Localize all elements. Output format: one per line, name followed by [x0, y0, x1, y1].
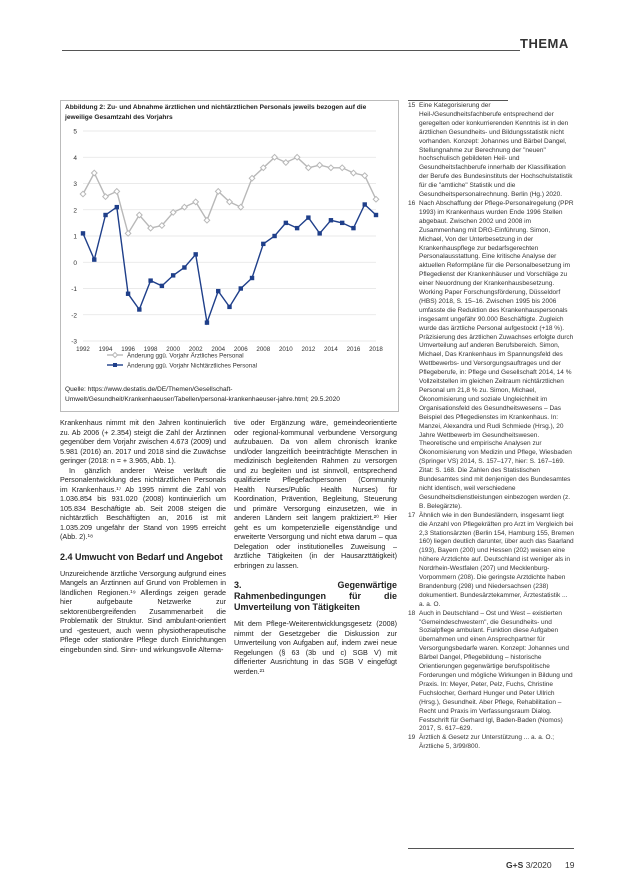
x-tick-label: 2008 — [256, 346, 271, 353]
data-point — [373, 196, 379, 202]
footnotes — [408, 100, 574, 752]
data-point — [339, 165, 345, 171]
x-tick-label: 2010 — [278, 346, 293, 353]
data-point — [148, 278, 152, 282]
paragraph: Mit dem Pflege-Weiterentwicklungsgesetz (2008) nimmt der Gesetzgeber die Diskussion zur Umverteilung von Aufgaben auf, indem zwei neue Regelungen (§ 63 (3b und c) SGB V) mit differierter Ausrichtung in das SGB V eingefügt werden.²¹ — [234, 619, 397, 676]
data-point — [103, 194, 109, 200]
footnote-text: Eine Kategorisierung der Heil-/Gesundheitsfachberufe entsprechend der geregelten oder konkurrierenden Kenntnis ist in den ärztlichen Gesundheits- und Bildungsstatistik nicht vorhanden. Konzept: Johannes und Bärbel Dangel, Stellungnahme zur Berechnung der "neuen" hochschulisch gebildeten Heil- und Gesundheitsfachberufe innerhalb der Klassifikation der Berufe des Bundesinstituts der Hochschulstatistik für die "amtliche" Statistik und die Gesundheitspersonalrechnung. Berlin (Hg.) 2020. — [419, 102, 573, 199]
line-chart — [61, 123, 398, 383]
footnote — [408, 102, 574, 200]
data-point — [182, 265, 186, 269]
x-tick-label: 2018 — [369, 346, 383, 353]
footnote-text: Ähnlich wie in den Bundesländern, insgesamt liegt die Anzahl von Pflegekräften pro Arzt im Vergleich bei 2,3 Stationsärzten (Berlin 154, Hamburg 155, Bremen 160) liegen deutlich darunter, über auch das Saarland (193), Bayern (200) und Hessen (202) weisen eine höhere Arztdichte auf. Deutschland ist weniger als in Nordrhein-Westfalen (207) und Mecklenburg-Vorpommern (208). Die geringste Arztdichte haben Brandenburg (298) und Niedersachsen (238) dokumentiert. Bundesärztekammer, Ärztestatistik ... a. a. O. — [419, 511, 575, 608]
data-point — [328, 165, 334, 171]
data-point — [160, 284, 164, 288]
footnote-number: 18 — [408, 609, 416, 617]
data-point — [239, 286, 243, 290]
data-point — [317, 231, 321, 235]
y-tick-label: -1 — [71, 286, 77, 293]
footnote-rule — [408, 100, 508, 101]
data-point — [374, 213, 378, 217]
y-tick-label: 0 — [73, 259, 77, 267]
x-tick-label: 2000 — [166, 346, 181, 353]
data-point — [137, 307, 141, 311]
data-point — [193, 252, 197, 256]
page-number: 19 — [565, 860, 575, 870]
footer-rule — [408, 848, 574, 849]
footnote — [408, 734, 574, 752]
x-tick-label: 2016 — [346, 346, 361, 353]
x-tick-label: 1998 — [143, 346, 158, 353]
section-title: THEMA — [520, 36, 569, 51]
y-tick-label: -3 — [71, 338, 77, 346]
paragraph: Krankenhaus nimmt mit den Jahren kontinuierlich zu. Ab 2006 (+ 2.354) steigt die Zahl der Ärztinnen gegenüber dem Vorjahr zwischen 4.673 (2009) und 5.981 (2016) an. 2017 und 2018 sind die Zuwächse geringer (2018: n = + 3.965, Abb. 1). — [60, 418, 226, 465]
footnote-text: Auch in Deutschland – Ost und West – existierten "Gemeindeschwestern", die Gesundheits- und Sozialpflege ambulant. Funktion diese Aufgaben übernahmen und einen Ansprechpartner für Versorgungsbedarfe waren. Konzept: Johannes und Bärbel Dangel, Pflegebildung – historische Orientierungen gegenwärtige berufspolitische Forderungen und mögliche Wirkungen in Bildung und Praxis. In: Meyer, Peter, Pelz, Fuchs, Christine Fuchslocher, Gerhard Hunger und Peter Ullrich (Hrsg.), Gesundheit. Aber Pflege, Rehabilitation – Recht und Praxis im Verfassungsraum Dialog. Festschrift für Gerhard Igl, Baden-Baden (Nomos) 2017, S. 617–629. — [419, 609, 573, 733]
legend-label: Änderung ggü. Vorjahr Ärztliches Personal — [127, 352, 244, 360]
data-point — [351, 226, 355, 230]
legend-marker — [113, 353, 118, 358]
data-point — [351, 170, 357, 176]
data-point — [80, 191, 86, 197]
footnote-text: Nach Abschaffung der Pflege-Personalregelung (PPR 1993) im Krankenhaus wurden Ende 1996 Stellen abgebaut. Zwischen 2002 und 2008 im Zusammenhang mit DRG-Einführung. Simon, Michael, Von der Unterbesetzung in der Krankenhauspflege zur bedarfsgerechten Personalausstattung. Eine kritische Analyse der aktuellen Reformpläne für die Personalbesetzung im Pflegedienst der Krankenhäuser und Vorschläge zu einer Neuordnung der Krankenhausbesetzung. Working Paper Forschungsförderung, Düsseldorf (HBS) 2018, S. 15–16. Zwischen 1995 bis 2006 umfasste die Reduktion des Krankenhauspersonals insgesamt ungefähr 90.000 Beschäftigte. Zugleich wurde das ärztliche Personal aufgestockt (+18 %). Präzisierung des ärztlichen Zuwachses erfolgte durch Umverteilung auf anderen Berufsbereich. Simon, Michael, Das Krankenhaus im Spannungsfeld des Wettbewerbs- und Versorgungsauftrages und der Pflegeberufe, in: Pflege und Gesellschaft 2014, 14 % Vollzeitstellen im gleichen Zeitraum nichtärztlichen Personal um 21,8 % zu. Simon, Michael, Ökonomisierung und soziale Ungleichheit im Organisationsfeld des Gesundheitswesens – Das Beispiel des Pflegedienstes im Krankenhaus. In: Manzei, Alexandra und Rudi Schmiede (Hrsg.), 20 Jahre Wettbewerb im Gesundheitswesen. Theoretische und empirische Analysen zur Ökonomisierung von Medizin und Pflege, Wiesbaden (Springer VS) 2014, S. 157–177, hier: S. 167–169. Zitat: S. 168. Die Zahlen des Statistischen Bundesamtes sind mit denjenigen des Bundesamtes nicht identisch, weil verschiedene Gesundheitsdienstleistungen einbezogen werden (z. B. Belegärzte). — [419, 199, 574, 510]
magazine-name: G+S — [506, 860, 524, 870]
x-tick-label: 1994 — [98, 346, 113, 353]
data-point — [126, 292, 130, 296]
data-point — [91, 170, 97, 176]
x-tick-label: 2006 — [233, 346, 248, 353]
page-footer — [506, 860, 575, 870]
x-tick-label: 2004 — [211, 346, 226, 353]
data-point — [284, 221, 288, 225]
issue-number: 3/2020 — [525, 860, 552, 870]
paragraph: In gänzlich anderer Weise verläuft die Personalentwicklung des nichtärztlichen Personals im Krankenhaus.¹⁷ Ab 1995 nimmt die Zahl von 1.036.854 bis 931.020 (2008) kontinuierlich um 105.834 Beschäftigte ab. Seit 2008 steigen die nichtärztlich Beschäftigten an, 2016 ist mit 1.035.209 ungefähr der Stand von 1995 erreicht (Abb. 2).¹⁸ — [60, 465, 226, 541]
data-point — [205, 320, 209, 324]
data-point — [283, 160, 289, 166]
text-column-right — [234, 418, 397, 676]
data-point — [92, 257, 96, 261]
y-tick-label: 5 — [73, 128, 77, 136]
footnote — [408, 200, 574, 512]
data-point — [340, 221, 344, 225]
footnote-number: 17 — [408, 511, 416, 519]
y-tick-label: 4 — [73, 154, 77, 162]
section-heading: 2.4 Umwucht von Bedarf und Angebot — [60, 551, 223, 562]
text-column-left — [60, 418, 226, 654]
y-tick-label: 3 — [73, 181, 77, 188]
data-point — [114, 189, 120, 195]
paragraph: Unzureichende ärztliche Versorgung aufgrund eines Mangels an Ärztinnen auf Grund von Problemen in ländlichen Regionen.¹⁹ Allerdings zeigen gerade hier aufgebaute Netzwerke zur sektorenübergreifenden Zusammenarbeit die Problematik der Struktur. Sind ambulant-orientiert und -gesteuert, auch wenn physiotherapeutische Pflege oder stationäre Pflege durch Einrichtungen eingebunden sind. Sinn- und wirkungsvolle Alterna- — [60, 568, 226, 654]
footnote-number: 15 — [408, 102, 416, 109]
data-point — [171, 273, 175, 277]
x-tick-label: 1996 — [121, 346, 135, 353]
y-tick-label: 1 — [73, 233, 77, 241]
footnote — [408, 512, 574, 610]
x-tick-label: 2014 — [324, 346, 338, 353]
footnote-number: 16 — [408, 199, 416, 207]
data-point — [362, 173, 368, 179]
data-point — [261, 242, 265, 246]
figure-source: Quelle: https://www.destatis.de/DE/Themen/Gesellschaft-Umwelt/Gesundheit/Krankenhaeuser/Tabellen/personal-krankenhaeuser-jahre.html; 29.5.2020 — [65, 386, 340, 403]
figure-box — [60, 100, 399, 412]
data-point — [115, 205, 119, 209]
y-tick-label: -2 — [71, 312, 77, 320]
data-point — [317, 162, 323, 168]
data-point — [238, 204, 244, 210]
footnote — [408, 610, 574, 735]
footnote-text: Ärztlich & Gesetz zur Unterstützung ... a. a. O.; Ärztliche 5, 3/99/800. — [419, 734, 555, 751]
footnote-number: 19 — [408, 734, 416, 742]
data-point — [182, 204, 188, 210]
data-point — [216, 289, 220, 293]
legend-marker — [113, 363, 117, 367]
figure-title: Abbildung 2: Zu- und Abnahme ärztlichen und nichtärztlichen Personals jeweils bezogen auf die jeweilige Gesamtzahl des Vorjahrs — [65, 104, 367, 121]
section-heading: 3. Gegenwärtige Rahmenbedingungen für die Umverteilung von Tätigkeiten — [234, 580, 397, 612]
x-tick-label: 2002 — [188, 346, 203, 353]
x-tick-label: 1992 — [76, 346, 90, 353]
data-point — [295, 226, 299, 230]
data-point — [306, 215, 310, 219]
data-point — [103, 213, 107, 217]
header-rule — [62, 50, 520, 51]
data-point — [272, 234, 276, 238]
data-point — [227, 305, 231, 309]
data-point — [363, 202, 367, 206]
data-point — [81, 231, 85, 235]
paragraph: tive oder Ergänzung wäre, gemeindeorientierte oder regional-kommunal verbundene Versorgung aufzubauen. Da von allem chronisch kranke und/oder langzeitlich beeinträchtigte Menschen in medizinisch begleitenden Rahmen zu versorgen und zu begleiten und ist sinnvoll, entsprechend qualifizierte Pflegefachpersonen (Community Health Nurses/Public Health Nurses) für Koordination, Prävention, Begleitung, Steuerung und primäre Versorgung einzusetzen, wie in anderen Ländern seit langem praktiziert.²⁰ Hier geht es um kompetenzielle eigenständige und erweiterte Versorgung und nicht etwa darum – qua Delegation oder institutionelles Zuweisung – ärztliche Tätigkeiten (in der Hausarzttätigkeit) erbringen zu lassen. — [234, 418, 397, 570]
legend-label: Änderung ggü. Vorjahr Nichtärztliches Personal — [127, 362, 258, 370]
data-point — [250, 276, 254, 280]
y-tick-label: 2 — [73, 207, 77, 215]
x-tick-label: 2012 — [301, 346, 316, 353]
data-point — [329, 218, 333, 222]
